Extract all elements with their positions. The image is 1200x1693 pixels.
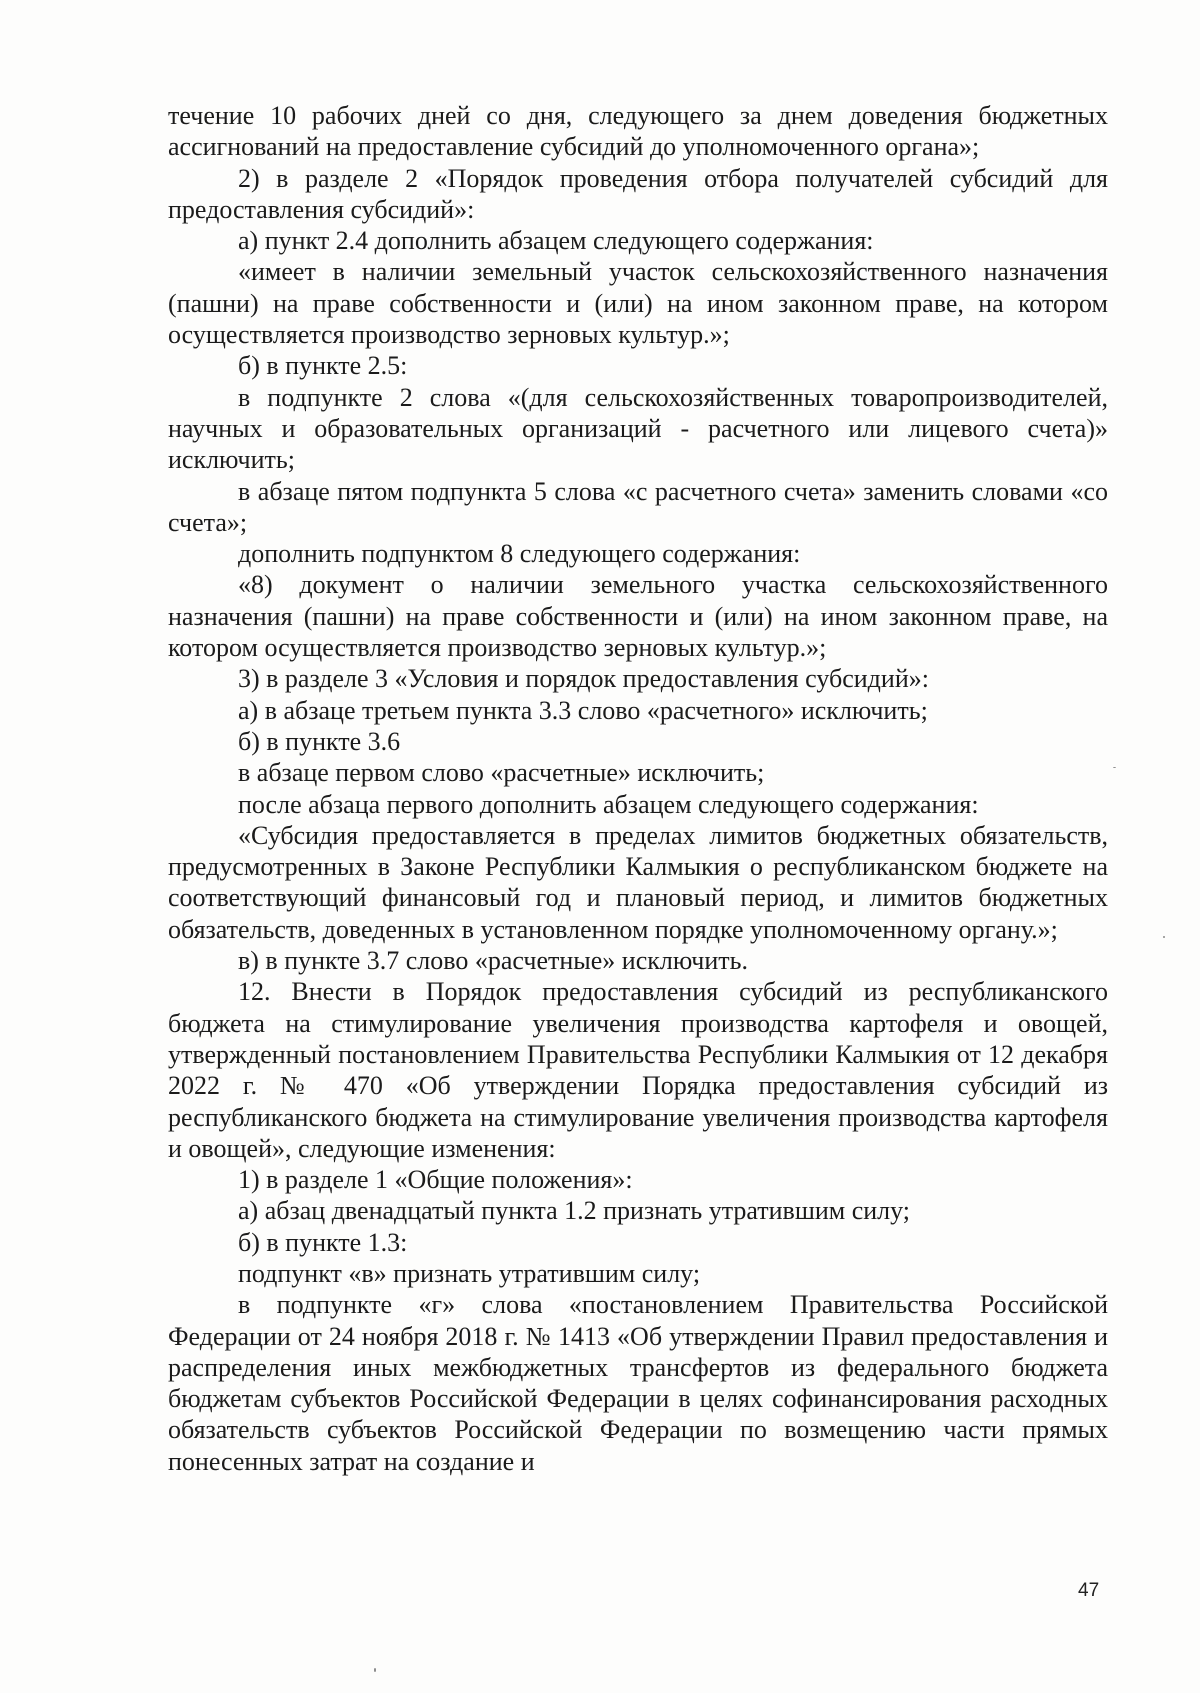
paragraph: а) пункт 2.4 дополнить абзацем следующего содержания:	[238, 226, 874, 256]
paragraph: подпункт «в» признать утратившим силу;	[238, 1258, 701, 1288]
paragraph: 12. Внести в Порядок предоставления субсидий из республиканского бюджета на стимулирование увеличения производства картофеля и овощей, утвержденный постановлением Правительства Республики Калмыкия от 12 декабря 2022 г. № 470 «Об утверждении Порядка предоставления субсидий из республиканского бюджета на стимулирование увеличения производства картофеля и овощей», следующие изменения:	[168, 977, 1108, 1163]
paragraph: в) в пункте 3.7 слово «расчетные» исключить.	[238, 946, 749, 976]
paragraph: дополнить подпунктом 8 следующего содержания:	[238, 539, 801, 569]
paragraph: течение 10 рабочих дней со дня, следующего за днем доведения бюджетных ассигнований на предоставление субсидий до уполномоченного органа»;	[168, 101, 1108, 162]
paragraph: б) в пункте 1.3:	[238, 1227, 408, 1257]
document-body	[168, 100, 1108, 1477]
paragraph: в абзаце пятом подпункта 5 слова «с расчетного счета» заменить словами «со счета»;	[168, 476, 1108, 537]
paragraph: б) в пункте 2.5:	[238, 351, 408, 381]
paragraph: в абзаце первом слово «расчетные» исключить;	[238, 758, 765, 788]
scan-speck	[1113, 767, 1116, 768]
paragraph: а) в абзаце третьем пункта 3.3 слово «расчетного» исключить;	[238, 695, 928, 725]
paragraph: «Субсидия предоставляется в пределах лимитов бюджетных обязательств, предусмотренных в Законе Республики Калмыкия о республиканском бюджете на соответствующий финансовый год и плановый период, и лимитов бюджетных обязательств, доведенных в установленном порядке уполномоченному органу.»;	[168, 820, 1108, 944]
paragraph: в подпункте 2 слова «(для сельскохозяйственных товаропроизводителей, научных и образовательных организаций - расчетного или лицевого счета)» исключить;	[168, 382, 1108, 475]
scan-speck	[1163, 936, 1165, 938]
page-number: 47	[1078, 1580, 1100, 1601]
scan-speck	[374, 1668, 376, 1672]
paragraph: 1) в разделе 1 «Общие положения»:	[238, 1165, 633, 1195]
paragraph: б) в пункте 3.6	[238, 726, 401, 756]
paragraph: а) абзац двенадцатый пункта 1.2 признать утратившим силу;	[238, 1196, 911, 1226]
paragraph: «8) документ о наличии земельного участка сельскохозяйственного назначения (пашни) на праве собственности и (или) на ином законном праве, на котором осуществляется производство зерновых культур.»;	[168, 570, 1108, 663]
paragraph: после абзаца первого дополнить абзацем следующего содержания:	[238, 789, 979, 819]
paragraph: в подпункте «г» слова «постановлением Правительства Российской Федерации от 24 ноября 2018 г. № 1413 «Об утверждении Правил предоставления и распределения иных межбюджетных трансфертов из федерального бюджета бюджетам субъектов Российской Федерации в целях софинансирования расходных обязательств субъектов Российской Федерации по возмещению части прямых понесенных затрат на создание и	[168, 1290, 1108, 1476]
paragraph: «имеет в наличии земельный участок сельскохозяйственного назначения (пашни) на праве собственности и (или) на ином законном праве, на котором осуществляется производство зерновых культур.»;	[168, 257, 1108, 350]
paragraph: 2) в разделе 2 «Порядок проведения отбора получателей субсидий для предоставления субсидий»:	[168, 163, 1108, 224]
paragraph: 3) в разделе 3 «Условия и порядок предоставления субсидий»:	[238, 664, 929, 694]
